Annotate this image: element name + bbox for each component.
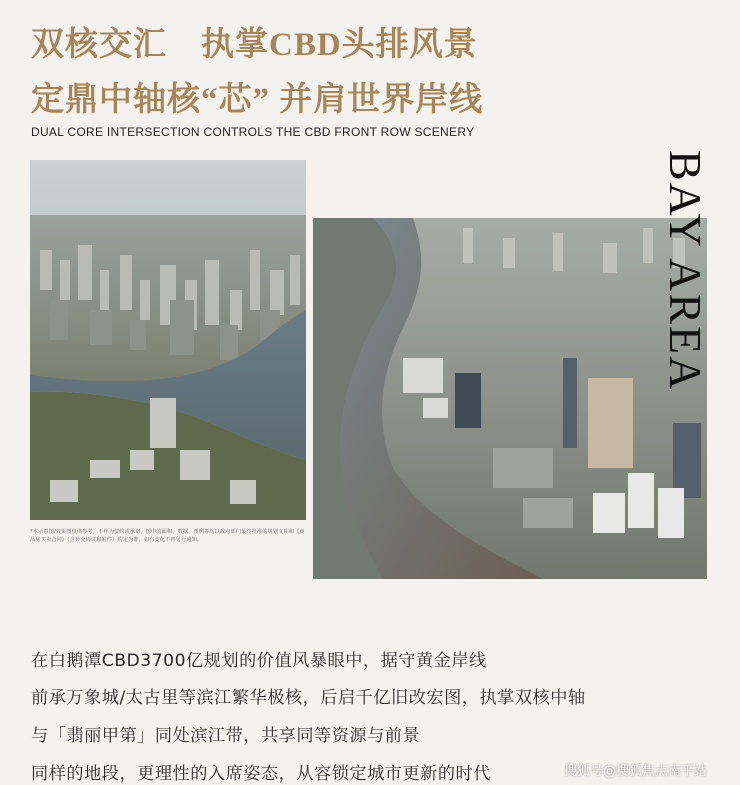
body-line-4: 同样的地段，更理性的入席姿态，从容锁定城市更新的时代 (31, 764, 491, 784)
headline-line-2: 定鼎中轴核“芯” 并肩世界岸线 (31, 82, 484, 118)
bay-area-label: BAY AREA (660, 150, 711, 392)
source-watermark: 搜狐号@搜狐焦点南平站 (564, 764, 708, 779)
body-line-1: 在白鹅潭CBD3700亿规划的价值风暴眼中，据守黄金岸线 (31, 651, 487, 671)
aerial-photo-left (30, 160, 306, 520)
english-subtitle: DUAL CORE INTERSECTION CONTROLS THE CBD FRONT ROW SCENERY (31, 125, 475, 139)
aerial-photo-right (313, 218, 707, 579)
headline-line-1: 双核交汇 执掌CBD头排风景 (31, 27, 478, 63)
body-line-3: 与「翡丽甲第」同处滨江带，共享同等资源与前景 (31, 726, 421, 746)
body-line-2: 前承万象城/太古里等滨江繁华极核，后启千亿旧改宏图，执掌双核中轴 (31, 688, 586, 708)
disclaimer-note: *本示意图/效果图仅供参考，不作为要约或承诺，图中的面积、数据、图例等均以政府部门最终批准的规划文件和《商品房买卖合同》（含补充协议和附件）约定为准，如有变化不再另行通知。 (30, 529, 305, 544)
